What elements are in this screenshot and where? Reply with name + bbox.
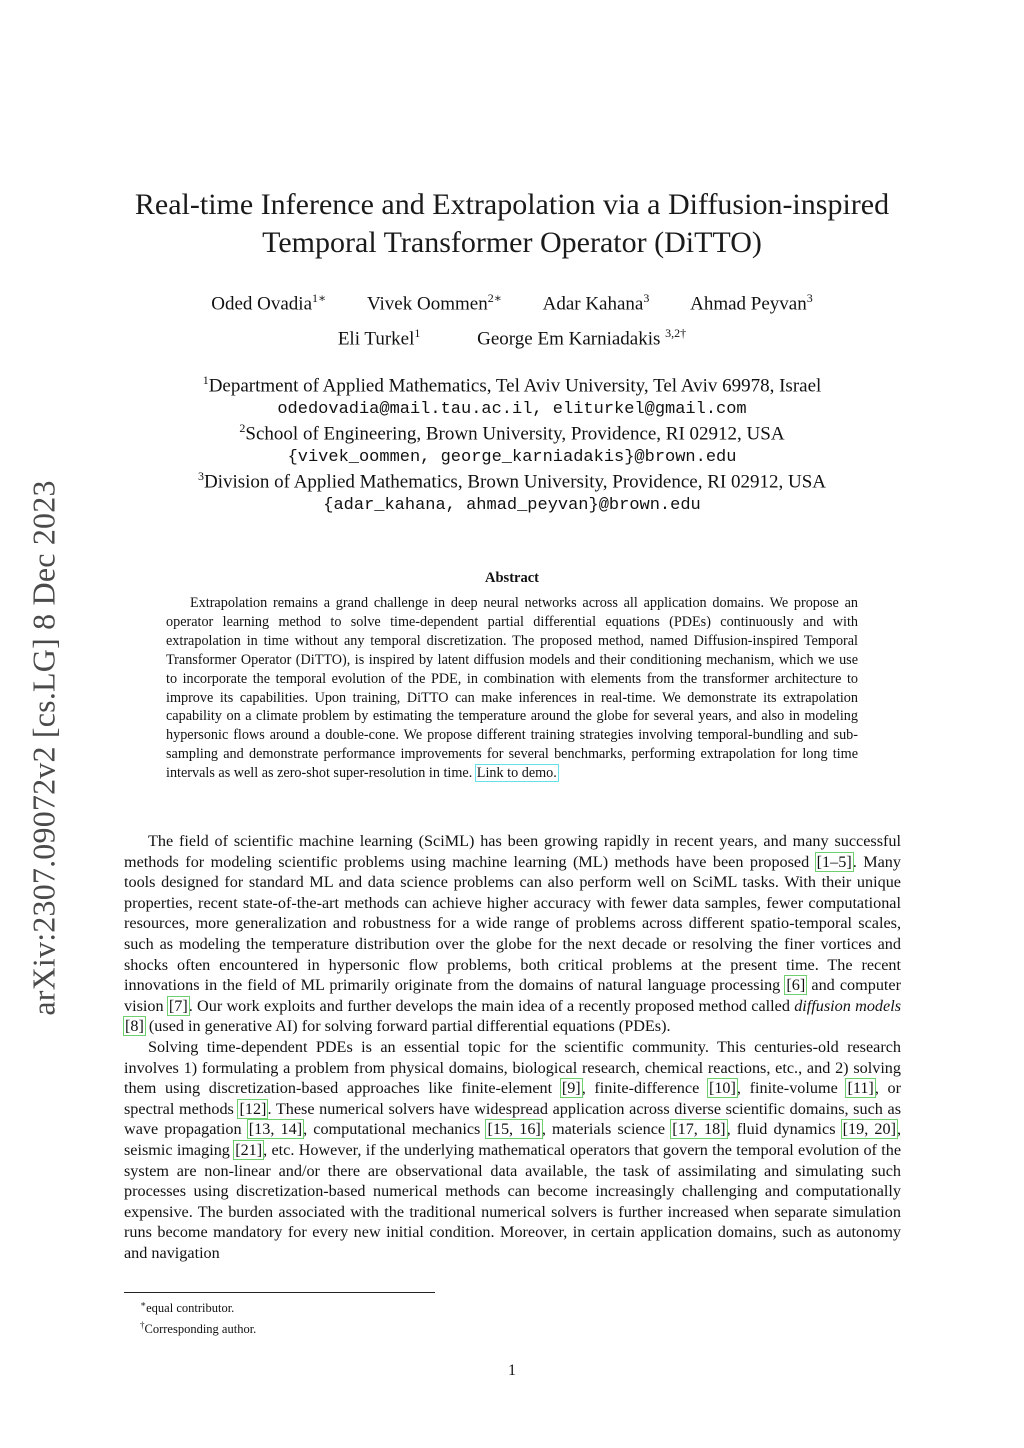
author: Ahmad Peyvan$^3$ bbox=[690, 291, 813, 315]
abstract-heading: Abstract bbox=[485, 570, 539, 586]
author-row-2 bbox=[100, 326, 924, 350]
footnotes bbox=[140, 1296, 256, 1338]
paper-title bbox=[100, 186, 924, 262]
affiliation-email[interactable]: {vivek_oommen, george_karniadakis}@brown.edu bbox=[287, 448, 737, 468]
author-row-1 bbox=[100, 291, 924, 315]
affiliation-email[interactable]: odedovadia@mail.tau.ac.il, eliturkel@gmail.com bbox=[277, 400, 747, 420]
paragraph-2: Solving time-dependent PDEs is an essential topic for the scientific community. This centuries-old research involves 1) formulating a problem from physical domains, biological research, chemical reactions, etc., and 2) solving them using discretization-based approaches like finite-element [9], finite-difference [10], finite-volume [11], or spectral methods [12]. These numerical solvers have widespread application across diverse scientific domains, such as wave propagation [13, 14], computational mechanics [15, 16], materials science [17, 18], fluid dynamics [19, 20], seismic imaging [21], etc. However, if the underlying mathematical operators that govern the temporal evolution of the system are non-linear and/or there are observational data available, the task of assimilating and simulating such processes using discretization-based numerical methods can become increasingly challenging and computationally expensive. The burden associated with the traditional numerical solvers is further increased when separate simulation runs become mandatory for every new initial condition. Moreover, in certain application domains, such as autonomy and navigation bbox=[124, 1037, 902, 1262]
affiliation-3: $^3$Division of Applied Mathematics, Brown University, Providence, RI 02912, USA {adar_kahana, ahmad_peyvan}@brown.edu bbox=[100, 464, 924, 518]
footnote-divider bbox=[124, 1292, 435, 1293]
affiliation-name: School of Engineering, Brown University, Providence, RI 02912, USA bbox=[245, 423, 785, 445]
author: Oded Ovadia$^{1∗}$ bbox=[211, 291, 327, 315]
citation-link[interactable]: [9] bbox=[561, 1079, 581, 1098]
affiliation-2: $^2$School of Engineering, Brown University, Providence, RI 02912, USA {vivek_oommen, george_karniadakis}@brown.edu bbox=[100, 416, 924, 470]
author: George Em Karniadakis $^{3,2\dagger}$ bbox=[477, 326, 687, 350]
author: Adar Kahana$^3$ bbox=[542, 291, 650, 315]
citation-link[interactable]: [13, 14] bbox=[248, 1120, 303, 1139]
abstract-body bbox=[166, 594, 858, 783]
citation-link[interactable]: [17, 18] bbox=[672, 1120, 726, 1139]
citation-link[interactable]: [10] bbox=[708, 1079, 736, 1098]
footnote: ∗equal contributor. bbox=[140, 1299, 235, 1316]
paragraph-1: The field of scientific machine learning (SciML) has been growing rapidly in recent years, and many successful methods for modeling scientific problems using machine learning (ML) methods have been proposed [1–5]. Many tools designed for standard ML and data science problems can also perform well on SciML tasks. With their unique properties, recent state-of-the-art methods can achieve higher accuracy with fewer data samples, fewer computational resources, more generalization and robustness for a wide range of problems across different spatio-temporal scales, such as modeling the temperature distribution over the globe for the next decade or resolving the finer vortices and shocks often encountered in hypersonic flow problems, both critical problems at the present time. The recent innovations in the field of ML primarily originate from the domains of natural language processing [6] and computer vision [7]. Our work exploits and further develops the main idea of a recently proposed method called diffusion models [8] (used in generative AI) for solving forward partial differential equations (PDEs). bbox=[124, 832, 901, 1036]
affiliation-email[interactable]: {adar_kahana, ahmad_peyvan}@brown.edu bbox=[323, 496, 701, 516]
author: Vivek Oommen$^{2∗}$ bbox=[366, 291, 502, 315]
demo-link[interactable]: Link to demo. bbox=[476, 765, 557, 782]
citation-link[interactable]: [8] bbox=[125, 1017, 144, 1036]
affiliation-name: Division of Applied Mathematics, Brown University, Providence, RI 02912, USA bbox=[203, 471, 826, 493]
footnote: †Corresponding author. bbox=[140, 1320, 257, 1337]
affiliation-1: $^1$Department of Applied Mathematics, Tel Aviv University, Tel Aviv 69978, Israel odedovadia@mail.tau.ac.il, eliturkel@gmail.com bbox=[100, 368, 924, 422]
author: Eli Turkel$^1$ bbox=[337, 326, 421, 350]
citation-link[interactable]: [6] bbox=[786, 976, 806, 995]
title-line-2: Temporal Transformer Operator (DiTTO) bbox=[262, 226, 762, 259]
citation-link[interactable]: [21] bbox=[235, 1140, 263, 1159]
arxiv-identifier: arXiv:2307.09072v2 [cs.LG] 8 Dec 2023 bbox=[25, 480, 62, 1016]
body-text bbox=[124, 831, 901, 1263]
citation-link[interactable]: [1–5] bbox=[816, 852, 852, 871]
page-number: 1 bbox=[508, 1362, 516, 1379]
emphasis-diffusion-models: diffusion models bbox=[794, 996, 901, 1015]
abstract-text: Extrapolation remains a grand challenge in deep neural networks across all application domains. We propose an operator learning method to solve time-dependent partial differential equations (PDEs) continuously and with extrapolation in time without any temporal discretization. The proposed method, named Diffusion-inspired Temporal Transformer Operator (DiTTO), is inspired by latent diffusion models and their conditioning mechanism, which we use to incorporate the temporal evolution of the PDE, in combination with elements from the transformer architecture to improve its capabilities. Upon training, DiTTO can make inferences in real-time. We demonstrate its extrapolation capability on a climate problem by estimating the temperature around the globe for several years, and also in modeling hypersonic flows around a double-cone. We propose different training strategies involving temporal-bundling and sub-sampling and demonstrate performance improvements for several benchmarks, performing extrapolation for long time intervals as well as zero-shot super-resolution in time. bbox=[166, 595, 858, 782]
citation-link[interactable]: [19, 20] bbox=[842, 1120, 896, 1139]
citation-link[interactable]: [11] bbox=[847, 1079, 874, 1098]
citation-link[interactable]: [12] bbox=[239, 1099, 267, 1118]
title-line-1: Real-time Inference and Extrapolation via a Diffusion-inspired bbox=[134, 188, 890, 221]
citation-link[interactable]: [15, 16] bbox=[487, 1120, 541, 1139]
affiliation-name: Department of Applied Mathematics, Tel Aviv University, Tel Aviv 69978, Israel bbox=[208, 375, 822, 397]
citation-link[interactable]: [7] bbox=[168, 996, 188, 1015]
